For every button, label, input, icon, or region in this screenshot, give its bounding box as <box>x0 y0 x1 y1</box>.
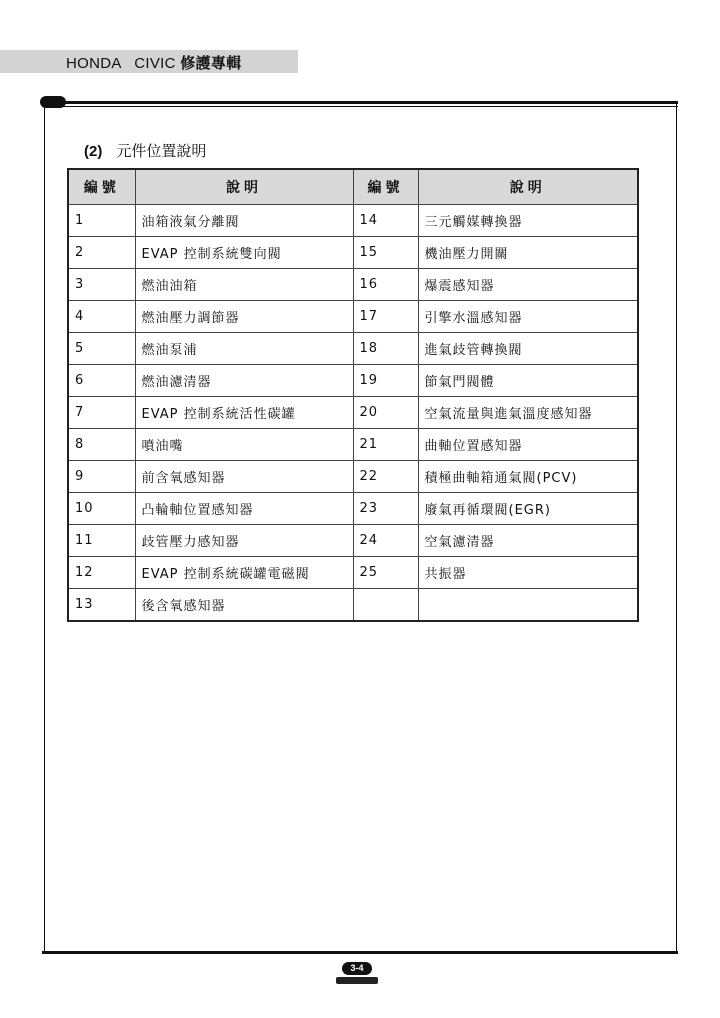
part-description: 燃油油箱 <box>135 269 353 301</box>
part-description: 爆震感知器 <box>418 269 638 301</box>
part-description: 歧管壓力感知器 <box>135 525 353 557</box>
part-number <box>353 589 418 622</box>
section-title: 元件位置說明 <box>116 142 207 160</box>
component-table <box>67 168 639 622</box>
part-number: 11 <box>68 525 135 557</box>
part-number: 24 <box>353 525 418 557</box>
part-number: 14 <box>353 205 418 237</box>
table-row <box>68 589 638 622</box>
section-heading <box>84 140 206 161</box>
part-description: 曲軸位置感知器 <box>418 429 638 461</box>
part-number: 17 <box>353 301 418 333</box>
frame-left-border <box>44 104 45 952</box>
part-description: 節氣門閥體 <box>418 365 638 397</box>
part-number: 19 <box>353 365 418 397</box>
part-description: 油箱液氣分離閥 <box>135 205 353 237</box>
table-row <box>68 397 638 429</box>
part-number: 9 <box>68 461 135 493</box>
part-description: EVAP 控制系統活性碳罐 <box>135 397 353 429</box>
part-description: 三元觸媒轉換器 <box>418 205 638 237</box>
part-description: 進氣歧管轉換閥 <box>418 333 638 365</box>
table-row <box>68 365 638 397</box>
part-description: 燃油濾清器 <box>135 365 353 397</box>
part-number: 10 <box>68 493 135 525</box>
part-number: 22 <box>353 461 418 493</box>
part-description: 空氣流量與進氣溫度感知器 <box>418 397 638 429</box>
bottom-rule <box>42 951 678 954</box>
part-number: 8 <box>68 429 135 461</box>
part-number: 5 <box>68 333 135 365</box>
part-number: 6 <box>68 365 135 397</box>
table-row <box>68 525 638 557</box>
part-description: 噴油嘴 <box>135 429 353 461</box>
header-title: 修護專輯 <box>180 55 242 72</box>
part-description: 燃油泵浦 <box>135 333 353 365</box>
table-row <box>68 301 638 333</box>
part-number: 23 <box>353 493 418 525</box>
part-description: EVAP 控制系統雙向閥 <box>135 237 353 269</box>
part-number: 7 <box>68 397 135 429</box>
header-description-1: 說明 <box>135 169 353 205</box>
part-description: EVAP 控制系統碳罐電磁閥 <box>135 557 353 589</box>
part-number: 12 <box>68 557 135 589</box>
header-number-1: 編號 <box>68 169 135 205</box>
part-number: 18 <box>353 333 418 365</box>
header-number-2: 編號 <box>353 169 418 205</box>
header-brand: HONDA <box>66 55 121 72</box>
part-number: 15 <box>353 237 418 269</box>
part-description: 後含氧感知器 <box>135 589 353 622</box>
part-description: 燃油壓力調節器 <box>135 301 353 333</box>
part-description: 空氣濾清器 <box>418 525 638 557</box>
top-rule-thin <box>42 106 678 107</box>
top-rule <box>42 101 678 104</box>
table-row <box>68 269 638 301</box>
part-description: 凸輪軸位置感知器 <box>135 493 353 525</box>
part-number: 25 <box>353 557 418 589</box>
part-description: 機油壓力開關 <box>418 237 638 269</box>
table-row <box>68 429 638 461</box>
table-row <box>68 205 638 237</box>
part-number: 21 <box>353 429 418 461</box>
part-number: 2 <box>68 237 135 269</box>
footer-logo <box>336 977 378 984</box>
part-number: 3 <box>68 269 135 301</box>
table-row <box>68 333 638 365</box>
part-description: 前含氧感知器 <box>135 461 353 493</box>
part-number: 16 <box>353 269 418 301</box>
running-header <box>66 52 241 73</box>
part-number: 1 <box>68 205 135 237</box>
part-description: 積極曲軸箱通氣閥(PCV) <box>418 461 638 493</box>
part-number: 13 <box>68 589 135 622</box>
table-row <box>68 461 638 493</box>
table-row <box>68 237 638 269</box>
table-row <box>68 557 638 589</box>
part-description: 廢氣再循環閥(EGR) <box>418 493 638 525</box>
header-model: CIVIC <box>134 55 176 72</box>
page-number: 3-4 <box>342 962 372 975</box>
header-description-2: 說明 <box>418 169 638 205</box>
part-description <box>418 589 638 622</box>
table-header-row <box>68 169 638 205</box>
table-row <box>68 493 638 525</box>
part-number: 4 <box>68 301 135 333</box>
part-number: 20 <box>353 397 418 429</box>
part-description: 共振器 <box>418 557 638 589</box>
frame-right-border <box>676 104 677 952</box>
part-description: 引擎水溫感知器 <box>418 301 638 333</box>
section-number: (2) <box>84 143 103 160</box>
